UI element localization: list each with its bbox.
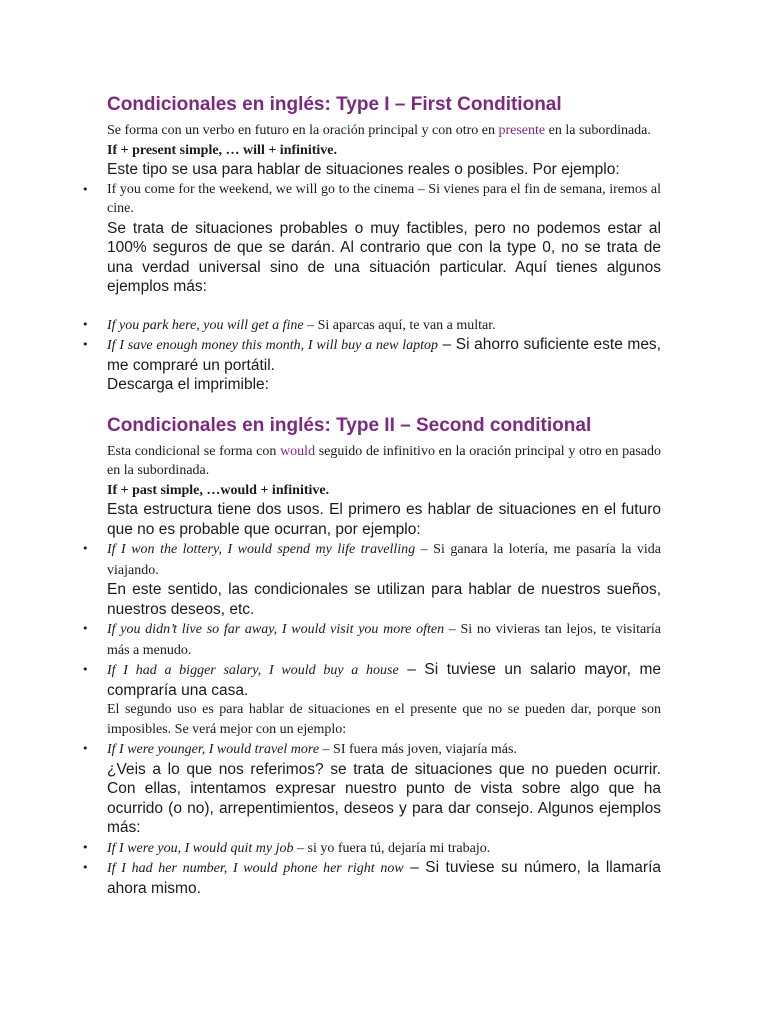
section1-explanation: Se trata de situaciones probables o muy factibles, pero no podemos estar al 100% seguros de que se darán. Al contrario que con la type 0, no se trata de una verdad universal sino de una situación particular. Aquí tienes algunos ejemplos más:: [107, 219, 661, 295]
example-text: [107, 838, 661, 859]
intro-text: Esta condicional se forma con: [107, 443, 281, 459]
example-spanish: – Si aparcas aquí, te van a multar.: [303, 317, 496, 333]
list-item: [0, 838, 768, 859]
example-text: [107, 619, 661, 660]
intro-text: Se forma con un verbo en futuro en la oración principal y con otro en: [107, 123, 499, 138]
bullet-icon: •: [82, 663, 89, 676]
example-text: [107, 660, 661, 700]
example-text: [107, 858, 661, 898]
example-english: If I were younger, I would travel more: [107, 742, 320, 757]
example-english: If I won the lottery, I would spend my life travelling: [107, 542, 416, 557]
example-english: If I save enough money this month, I will buy a new laptop: [107, 338, 438, 353]
example-english: If you park here, you will get a fine: [107, 317, 304, 333]
intro-text-end: en la subordinada.: [545, 123, 651, 138]
section1-usage: Este tipo se usa para hablar de situaciones reales o posibles. Por ejemplo:: [107, 161, 620, 178]
bullet-icon: •: [82, 742, 89, 755]
bullet-icon: •: [82, 861, 89, 874]
list-item: [0, 739, 768, 760]
bullet-icon: •: [82, 317, 89, 331]
example-spanish: – Si tuviese su número, la llamaría ahora mismo.: [107, 859, 661, 897]
example-text: [107, 539, 661, 580]
example-text: [107, 739, 661, 760]
section2-heading: Condicionales en inglés: Type II – Second conditional: [107, 414, 592, 436]
list-item: [0, 858, 768, 898]
list-item: [0, 180, 768, 219]
example-text: [107, 335, 661, 375]
bullet-icon: •: [82, 622, 89, 635]
example-english: If you didn’t live so far away, I would visit you more often: [107, 622, 445, 637]
section2-example-list-a: [0, 539, 768, 580]
example-english: If I had her number, I would phone her right now: [107, 861, 404, 876]
bullet-icon: •: [82, 542, 89, 555]
example-spanish: – si yo fuera tú, dejaría mi trabajo.: [293, 840, 491, 856]
list-item: [0, 335, 768, 375]
section1-examples-more: [0, 315, 768, 376]
section1-intro: [0, 121, 768, 141]
bullet-icon: •: [82, 840, 89, 854]
example-spanish: – Si ganara la lotería, me pasaría la vida viajando.: [107, 542, 662, 578]
example-spanish: – Si ahorro suficiente este mes, me compraré un portátil.: [107, 336, 661, 374]
section2-example-list-d: [0, 838, 768, 899]
example-spanish: – Si no vivieras tan lejos, te visitaría más a menudo.: [107, 622, 661, 658]
intro-text-end: seguido de infinitivo en la oración principal y otro en pasado en la subordinada.: [107, 443, 661, 478]
list-item: [0, 539, 768, 580]
section2-sense: En este sentido, las condicionales se utilizan para hablar de nuestros sueños, nuestros deseos, etc.: [107, 581, 661, 618]
presente-link[interactable]: presente: [498, 123, 546, 138]
section2-example-list-c: [0, 739, 768, 760]
section2-intro: [0, 442, 768, 481]
example-english: If I had a bigger salary, I would buy a house: [107, 663, 399, 678]
example-spanish: – Si tuviese un salario mayor, me compraría una casa.: [107, 661, 661, 699]
example-text: If you come for the weekend, we will go to the cinema – Si vienes para el fin de semana, iremos al cine.: [107, 181, 661, 216]
would-link[interactable]: would: [280, 443, 316, 459]
example-spanish: – SI fuera más joven, viajaría más.: [319, 742, 517, 757]
section2-second-use: El segundo uso es para hablar de situaciones en el presente que no se pueden dar, porque son imposibles. Se verá mejor con un ejemplo:: [107, 702, 661, 737]
section1-example-list: [0, 180, 768, 219]
example-text: [107, 315, 661, 336]
section2-example-list-b: [0, 619, 768, 700]
section1-formula: If + present simple, … will + infinitive.: [107, 142, 337, 158]
bullet-icon: •: [82, 338, 89, 351]
section2-formula: If + past simple, …would + infinitive.: [107, 482, 330, 498]
list-item: [0, 660, 768, 700]
example-english: If I were you, I would quit my job: [107, 840, 294, 856]
section1-heading: Condicionales en inglés: Type I – First Conditional: [107, 94, 562, 115]
bullet-icon: •: [82, 182, 89, 196]
download-printable: Descarga el imprimible:: [107, 376, 269, 393]
list-item: [0, 619, 768, 660]
section2-usage: Esta estructura tiene dos usos. El primero es hablar de situaciones en el futuro que no es probable que ocurran, por ejemplo:: [107, 501, 661, 538]
list-item: [0, 315, 768, 336]
section2-closing: ¿Veis a lo que nos referimos? se trata de situaciones que no pueden ocurrir. Con ellas, intentamos expresar nuestro punto de vista sobre algo que ha ocurrido (o no), arrepentimientos, deseos y para dar consejo. Algunos ejemplos más:: [107, 760, 661, 836]
